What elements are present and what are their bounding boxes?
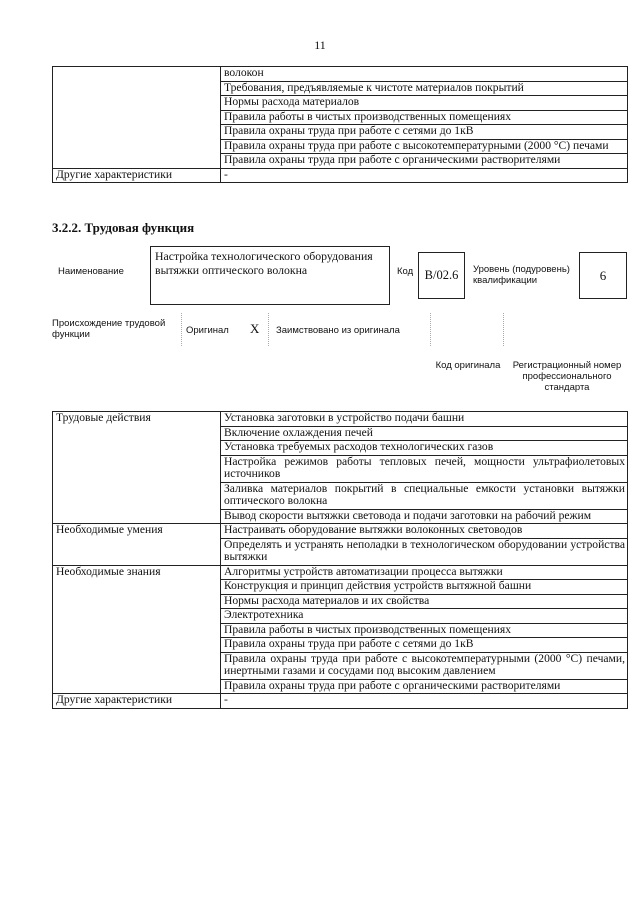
item-cell: Правила охраны труда при работе с сетями до 1кВ bbox=[221, 638, 628, 653]
item-cell: Правила охраны труда при работе с органическими растворителями bbox=[221, 679, 628, 694]
origin-divider bbox=[268, 313, 269, 346]
requirement-cell: Нормы расхода материалов bbox=[221, 96, 628, 111]
item-cell: Настройка режимов работы тепловых печей, мощности ультрафиолетовых источников bbox=[221, 455, 628, 482]
original-label: Оригинал bbox=[186, 325, 229, 336]
item-cell: Алгоритмы устройств автоматизации процесса вытяжки bbox=[221, 565, 628, 580]
other-label-cell: Другие характеристики bbox=[53, 694, 221, 709]
origin-divider bbox=[181, 313, 182, 346]
origin-divider bbox=[503, 313, 504, 346]
label-cell bbox=[53, 67, 221, 169]
level-value: 6 bbox=[599, 268, 607, 283]
labor-function-table bbox=[52, 411, 628, 709]
level-label: Уровень (подуровень) квалификации bbox=[473, 264, 570, 286]
table-row bbox=[53, 412, 628, 427]
code-original-label: Код оригинала bbox=[435, 360, 501, 371]
origin-divider bbox=[430, 313, 431, 346]
section-title: 3.2.2. Трудовая функция bbox=[52, 220, 195, 235]
group-label-cell: Необходимые умения bbox=[53, 524, 221, 566]
requirement-cell: Правила охраны труда при работе с высокотемпературными (2000 °С) печами bbox=[221, 139, 628, 154]
table-row bbox=[53, 565, 628, 580]
original-mark: X bbox=[250, 321, 260, 336]
level-box bbox=[579, 252, 627, 299]
table-row bbox=[53, 168, 628, 183]
group-label-cell: Трудовые действия bbox=[53, 412, 221, 524]
item-cell: Конструкция и принцип действия устройств вытяжной башни bbox=[221, 580, 628, 595]
reg-number-label: Регистрационный номер профессионального стандарта bbox=[512, 360, 622, 393]
function-name-value: Настройка технологического оборудования вытяжки оптического волокна bbox=[155, 249, 373, 277]
item-cell: Электротехника bbox=[221, 609, 628, 624]
requirement-cell: волокон bbox=[221, 67, 628, 82]
other-value-cell: - bbox=[221, 168, 628, 183]
item-cell: Вывод скорости вытяжки световода и подачи заготовки на рабочий режим bbox=[221, 509, 628, 524]
table-row bbox=[53, 694, 628, 709]
name-label: Наименование bbox=[58, 266, 124, 277]
requirement-cell: Правила охраны труда при работе с сетями до 1кВ bbox=[221, 125, 628, 140]
requirement-cell: Правила работы в чистых производственных помещениях bbox=[221, 110, 628, 125]
item-cell: Установка заготовки в устройство подачи башни bbox=[221, 412, 628, 427]
origin-label: Происхождение трудовой функции bbox=[52, 318, 166, 340]
item-cell: Включение охлаждения печей bbox=[221, 426, 628, 441]
page-number: 11 bbox=[314, 38, 326, 52]
requirement-cell: Правила охраны труда при работе с органическими растворителями bbox=[221, 154, 628, 169]
item-cell: Нормы расхода материалов и их свойства bbox=[221, 594, 628, 609]
table-row bbox=[53, 67, 628, 82]
other-label-cell: Другие характеристики bbox=[53, 168, 221, 183]
function-name-box bbox=[150, 246, 390, 305]
code-box bbox=[418, 252, 465, 299]
borrowed-label: Заимствовано из оригинала bbox=[276, 325, 400, 336]
item-cell: Правила охраны труда при работе с высокотемпературными (2000 °С) печами, инертными газами и сосудами под высоким давлением bbox=[221, 652, 628, 679]
code-value: B/02.6 bbox=[424, 268, 459, 282]
requirement-cell: Требования, предъявляемые к чистоте материалов покрытий bbox=[221, 81, 628, 96]
item-cell: Заливка материалов покрытий в специальные емкости установки вытяжки оптического волокна bbox=[221, 482, 628, 509]
group-label-cell: Необходимые знания bbox=[53, 565, 221, 694]
item-cell: Установка требуемых расходов технологических газов bbox=[221, 441, 628, 456]
other-value-cell: - bbox=[221, 694, 628, 709]
top-requirements-table bbox=[52, 66, 628, 183]
item-cell: Определять и устранять неполадки в технологическом оборудовании устройства вытяжки bbox=[221, 538, 628, 565]
item-cell: Настраивать оборудование вытяжки волоконных световодов bbox=[221, 524, 628, 539]
code-label: Код bbox=[397, 266, 414, 277]
table-row bbox=[53, 524, 628, 539]
item-cell: Правила работы в чистых производственных помещениях bbox=[221, 623, 628, 638]
